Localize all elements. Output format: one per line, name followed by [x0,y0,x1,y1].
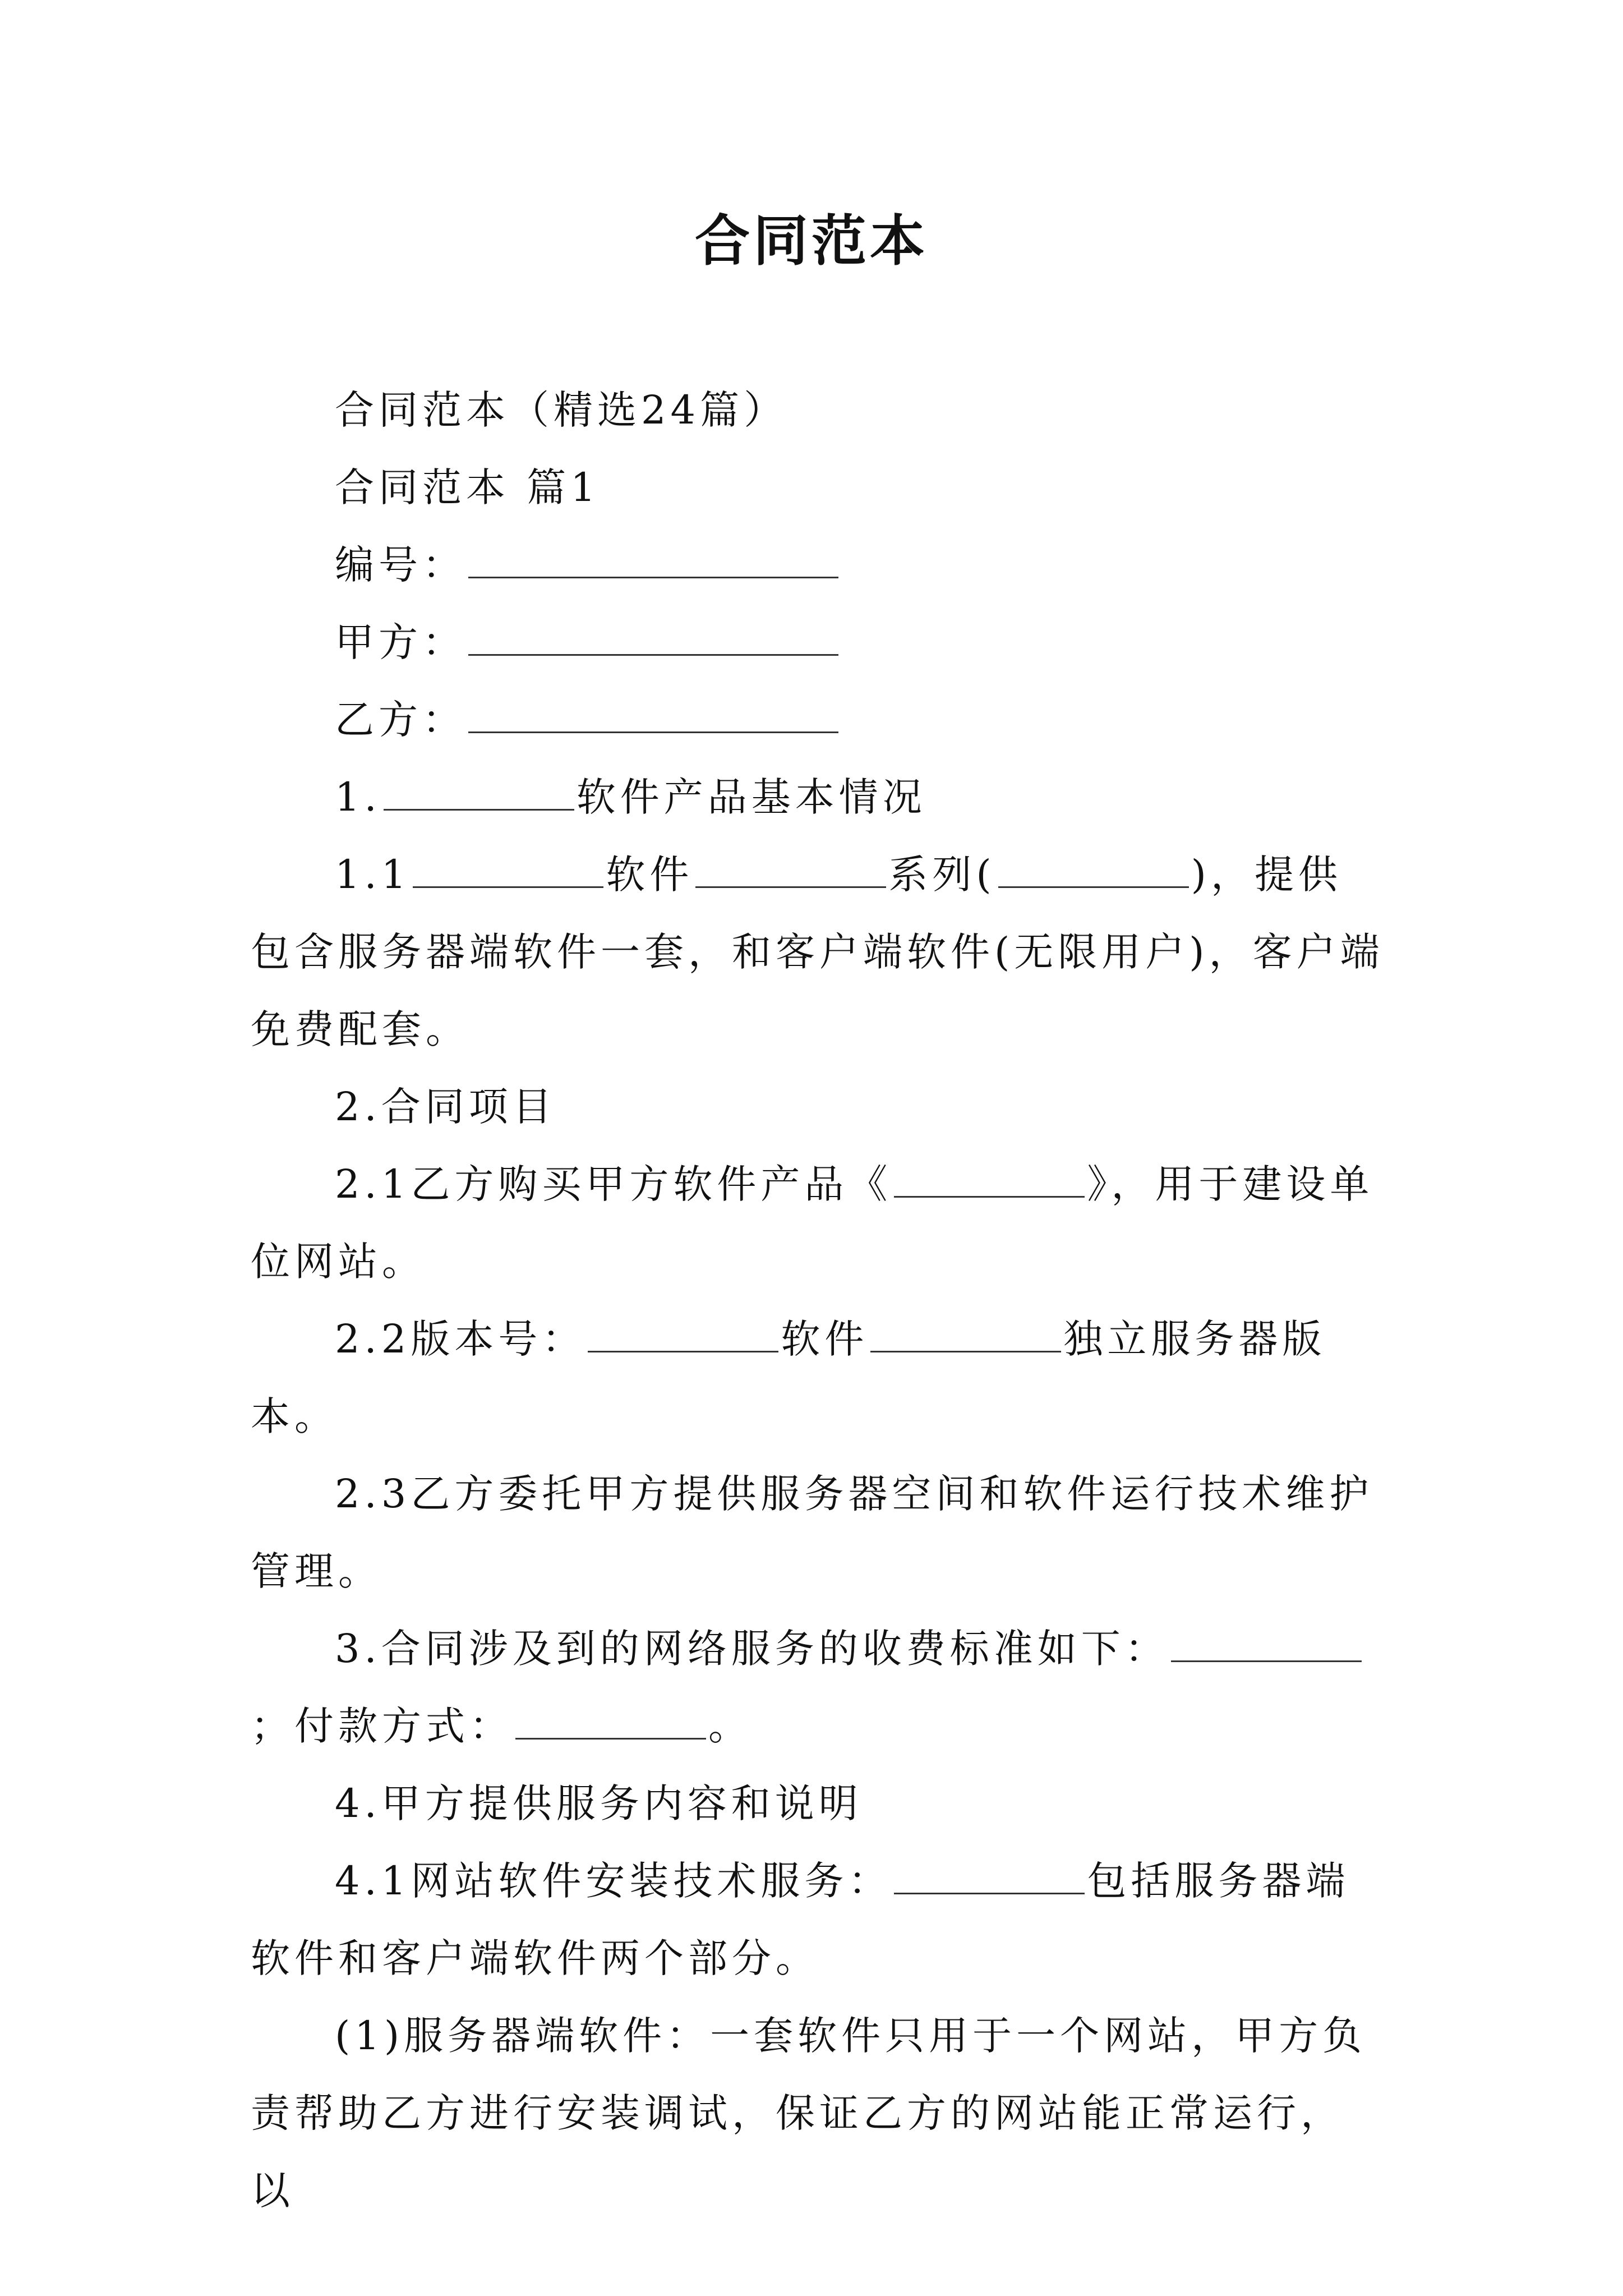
number-field [251,526,1385,604]
clause-4-1-blank [894,1861,1085,1894]
clause-1-1-text-2: 系列( [888,852,996,898]
clause-3-text-2: ；付款方式： [251,1703,513,1749]
clause-2-3: 2.3乙方委托甲方提供服务器空间和软件运行技术维护管理。 [251,1471,1373,1594]
clause-3-text-3: 。 [708,1703,752,1749]
party-a-field [251,604,1385,681]
section-heading: 合同范本 篇1 [335,464,600,510]
document-body [251,371,1385,2229]
clause-3-blank-2 [515,1706,706,1740]
clause-3 [251,1610,1385,1765]
party-a-blank [468,623,838,656]
party-b-field [251,681,1385,758]
clause-4-1-1: (1)服务器端软件：一套软件只用于一个网站，甲方负责帮助乙方进行安装调试，保证乙方的网站能正常运行，以 [251,2013,1367,2214]
clause-1-1-blank-3 [998,855,1189,888]
clause-2-1-blank [894,1165,1085,1198]
clause-1-1-text-1: 软件 [606,852,694,898]
clause-2-2-text-2: 软件 [781,1316,869,1362]
clause-2: 2.合同项目 [335,1084,556,1130]
clause-1-1-text-3: )，提供包含服务器端软件一套，和客户端软件(无限用户)，客户端免费配套。 [251,852,1384,1052]
clause-1-1-number: 1.1 [335,852,411,898]
number-blank [468,545,838,578]
party-b-blank [468,700,838,733]
clause-3-blank-1 [1171,1629,1362,1662]
party-a-label: 甲方： [335,619,466,665]
clause-2-2-blank-1 [588,1319,778,1352]
clause-2-1-text-2: 》，用于建设单位网站。 [251,1161,1374,1285]
document-subtitle: 合同范本（精选24篇） [335,387,788,433]
clause-1-1-blank-1 [413,855,603,888]
clause-4-1-text-1: 4.1网站软件安装技术服务： [335,1858,892,1904]
clause-1-blank [384,777,574,811]
clause-2-2 [251,1300,1385,1455]
number-field-label: 编号： [335,542,466,588]
clause-2-2-text-1: 2.2版本号： [335,1316,586,1362]
clause-3-text-1: 3.合同涉及到的网络服务的收费标准如下： [335,1626,1169,1672]
clause-1-text: 软件产品基本情况 [576,774,926,820]
clause-4-1-text-2: 包括服务器端软件和客户端软件两个部分。 [251,1858,1350,1981]
clause-1-1 [251,836,1385,1068]
clause-2-2-text-3: 独立服务器版本。 [251,1316,1326,1439]
clause-4-1 [251,1842,1385,1997]
document-title: 合同范本 [694,209,928,273]
clause-4: 4.甲方提供服务内容和说明 [335,1780,863,1826]
clause-2-1 [251,1145,1385,1300]
clause-2-1-text-1: 2.1乙方购买甲方软件产品《 [335,1161,892,1207]
clause-1 [251,758,1385,836]
party-b-label: 乙方： [335,697,466,743]
clause-1-number: 1. [335,774,381,820]
clause-1-1-blank-2 [695,855,886,888]
clause-2-2-blank-2 [870,1319,1061,1352]
